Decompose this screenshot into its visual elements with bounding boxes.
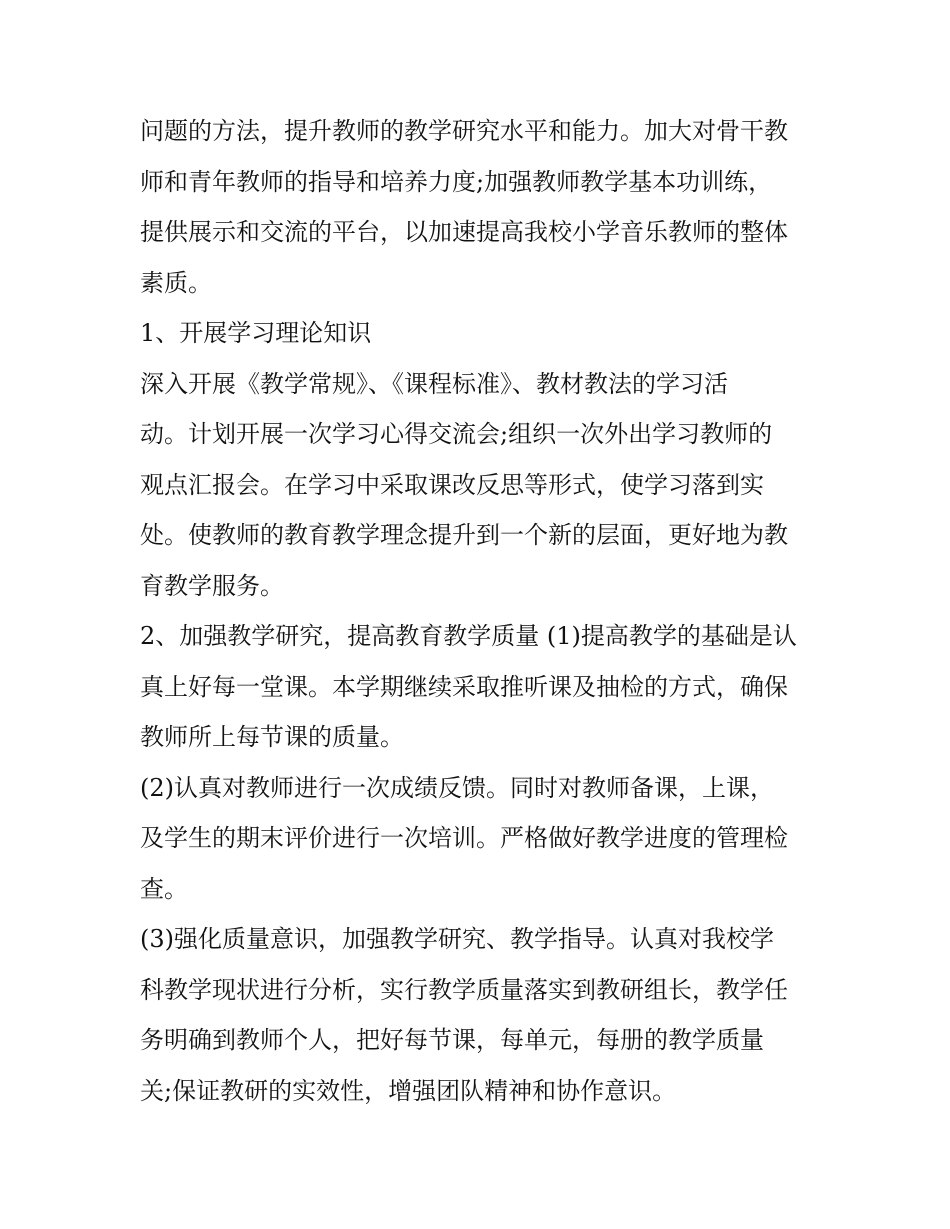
text-line: 动。计划开展一次学习心得交流会;组织一次外出学习教师的 xyxy=(140,420,773,448)
text-line: 育教学服务。 xyxy=(140,571,284,600)
text-line: 处。使教师的教育教学理念提升到一个新的层面，更好地为教 xyxy=(140,521,788,549)
text-line: 师和青年教师的指导和培养力度;加强教师教学基本功训练， xyxy=(140,167,773,196)
text-line: 观点汇报会。在学习中采取课改反思等形式，使学习落到实 xyxy=(140,470,764,499)
text-line: 查。 xyxy=(140,874,188,903)
section-heading: 1、开展学习理论知识 xyxy=(140,319,372,347)
text-line: 素质。 xyxy=(140,268,212,297)
text-line: (3)强化质量意识，加强教学研究、教学指导。认真对我校学 xyxy=(140,925,774,953)
text-line: 提供展示和交流的平台，以加速提高我校小学音乐教师的整体 xyxy=(140,218,788,246)
text-line: 及学生的期末评价进行一次培训。严格做好教学进度的管理检 xyxy=(140,824,788,852)
text-line: 务明确到教师个人，把好每节课，每单元，每册的教学质量 xyxy=(140,1026,764,1054)
section-heading: 2、加强教学研究，提高教育教学质量 (1)提高教学的基础是认 xyxy=(140,622,797,650)
text-line: 教师所上每节课的质量。 xyxy=(140,723,404,751)
document-body xyxy=(140,106,830,1116)
text-line: 真上好每一堂课。本学期继续采取推听课及抽检的方式，确保 xyxy=(140,672,788,701)
text-line: (2)认真对教师进行一次成绩反馈。同时对教师备课，上课， xyxy=(140,773,774,802)
text-line: 问题的方法，提升教师的教学研究水平和能力。加大对骨干教 xyxy=(140,117,788,145)
text-line: 深入开展《教学常规》、《课程标准》、教材教法的学习活 xyxy=(140,369,728,398)
text-line: 关;保证教研的实效性，增强团队精神和协作意识。 xyxy=(140,1076,677,1105)
text-line: 科教学现状进行分析，实行教学质量落实到教研组长，教学任 xyxy=(140,975,788,1004)
